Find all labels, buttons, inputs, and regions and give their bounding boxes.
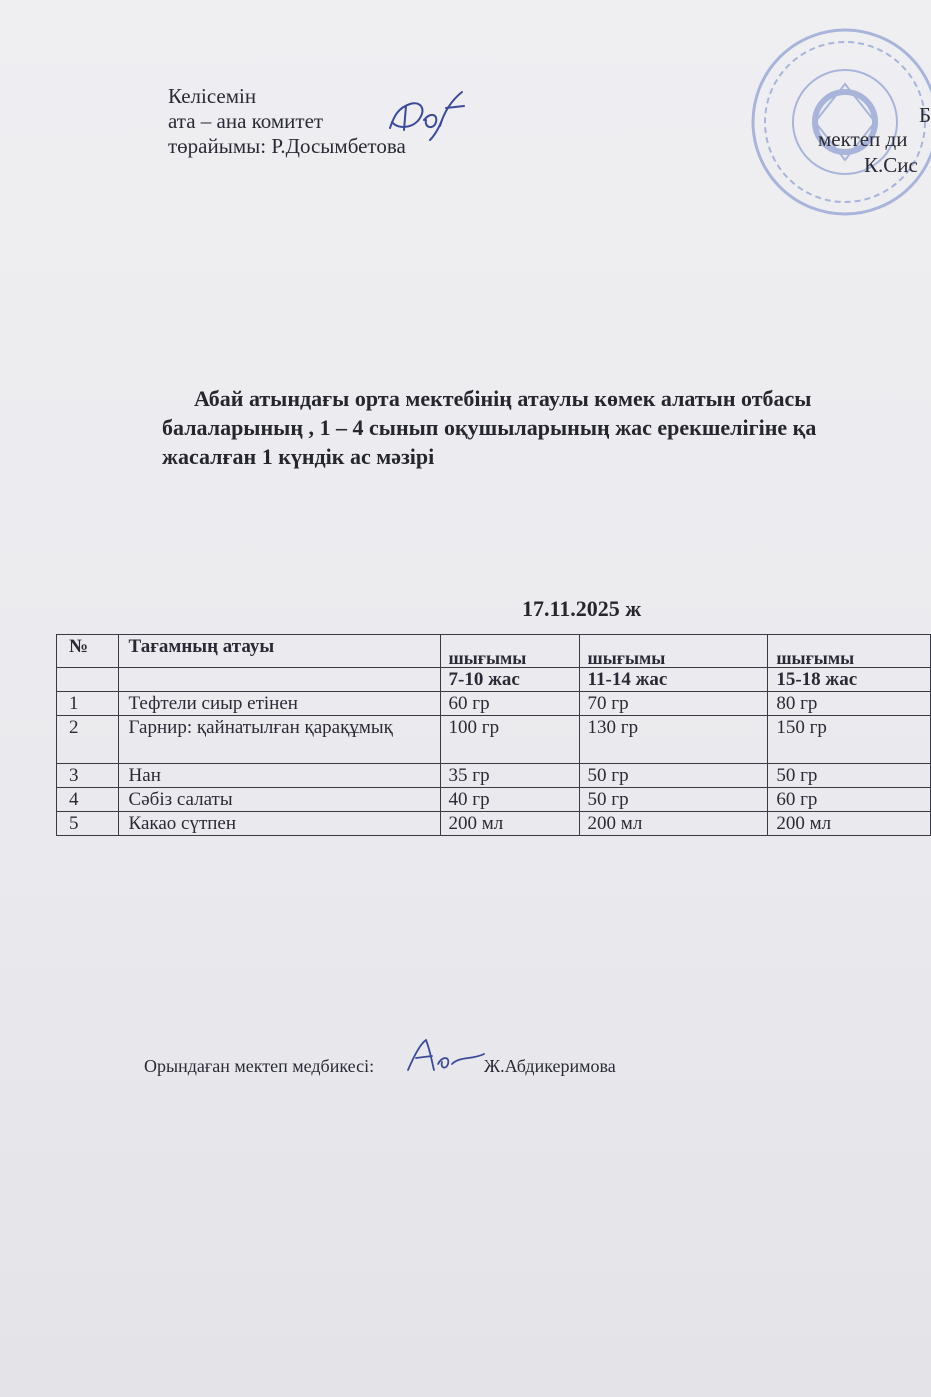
row-dish: Тефтели сиыр етінен bbox=[118, 692, 440, 716]
nurse-name: Ж.Абдикеримова bbox=[484, 1056, 616, 1076]
row-dish: Гарнир: қайнатылған қарақұмық bbox=[118, 716, 440, 764]
table-row bbox=[57, 812, 931, 836]
row-value: 200 мл bbox=[579, 812, 768, 836]
row-value: 100 гр bbox=[440, 716, 579, 764]
row-dish: Какао сүтпен bbox=[118, 812, 440, 836]
header-age-3: 15-18 жас bbox=[768, 668, 931, 692]
table-row bbox=[57, 788, 931, 812]
header-yield-3: шығымы bbox=[768, 635, 931, 668]
row-dish: Сәбіз салаты bbox=[118, 788, 440, 812]
row-value: 200 мл bbox=[440, 812, 579, 836]
table-row bbox=[57, 692, 931, 716]
menu-table bbox=[56, 634, 931, 836]
row-value: 200 мл bbox=[768, 812, 931, 836]
row-number: 3 bbox=[57, 764, 119, 788]
menu-date: 17.11.2025 ж bbox=[522, 596, 642, 621]
row-number: 1 bbox=[57, 692, 119, 716]
row-value: 60 гр bbox=[440, 692, 579, 716]
nurse-label: Орындаған мектеп медбикесі: bbox=[144, 1056, 375, 1076]
signature-icon bbox=[380, 86, 472, 142]
row-number: 2 bbox=[57, 716, 119, 764]
header-dish-name: Тағамның атауы bbox=[118, 635, 440, 668]
approval-left-line3: төрайымы: Р.Досымбетова bbox=[168, 134, 406, 158]
approval-right-line1: Б bbox=[918, 103, 931, 127]
table-header-row bbox=[57, 635, 931, 668]
approval-left-line2: ата – ана комитет bbox=[168, 109, 324, 133]
row-value: 35 гр bbox=[440, 764, 579, 788]
approval-left-line1: Келісемін bbox=[168, 84, 257, 108]
row-value: 80 гр bbox=[768, 692, 931, 716]
document-title bbox=[162, 384, 931, 471]
table-row bbox=[57, 764, 931, 788]
row-value: 150 гр bbox=[768, 716, 931, 764]
row-value: 60 гр bbox=[768, 788, 931, 812]
row-value: 50 гр bbox=[579, 788, 768, 812]
seal-icon bbox=[745, 22, 931, 222]
nurse-signature-line bbox=[144, 1056, 616, 1077]
title-line1: Абай атындағы орта мектебінің атаулы көмек алатын отбасы bbox=[194, 386, 812, 411]
row-value: 70 гр bbox=[579, 692, 768, 716]
header-yield-1: шығымы bbox=[440, 635, 579, 668]
title-line3: жасалған 1 күндік ас мәзірі bbox=[162, 444, 435, 469]
approval-right-line3: К.Сис bbox=[864, 153, 918, 177]
header-age-1: 7-10 жас bbox=[440, 668, 579, 692]
approval-right-line2: мектеп ди bbox=[818, 127, 908, 151]
row-number: 4 bbox=[57, 788, 119, 812]
row-value: 130 гр bbox=[579, 716, 768, 764]
table-row bbox=[57, 716, 931, 764]
header-number: № bbox=[57, 635, 119, 668]
row-value: 40 гр bbox=[440, 788, 579, 812]
row-value: 50 гр bbox=[579, 764, 768, 788]
table-age-row bbox=[57, 668, 931, 692]
header-age-2: 11-14 жас bbox=[579, 668, 768, 692]
row-dish: Нан bbox=[118, 764, 440, 788]
row-value: 50 гр bbox=[768, 764, 931, 788]
approval-block-left bbox=[168, 84, 406, 159]
nurse-signature-icon bbox=[402, 1036, 486, 1076]
title-line2: балаларының , 1 – 4 сынып оқушыларының жас ерекшелігіне қа bbox=[162, 415, 817, 440]
header-yield-2: шығымы bbox=[579, 635, 768, 668]
row-number: 5 bbox=[57, 812, 119, 836]
